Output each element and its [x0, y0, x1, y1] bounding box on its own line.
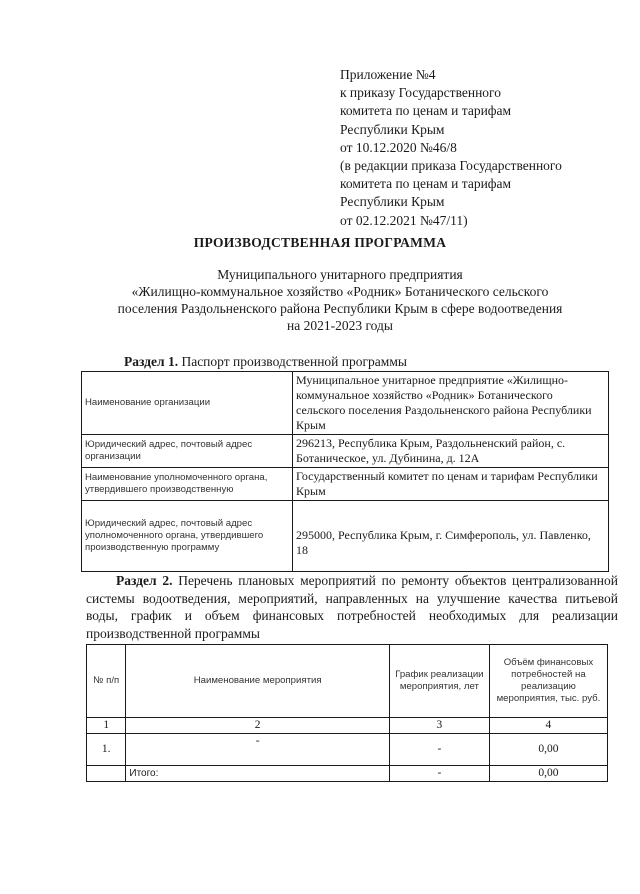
- appendix-line: от 02.12.2021 №47/11): [340, 212, 468, 228]
- appendix-line: к приказу Государственного: [340, 85, 502, 101]
- total-label: Итого:: [126, 766, 390, 782]
- appendix-line: (в редакции приказа Государственного: [340, 158, 562, 174]
- section2-line: производственной программы: [86, 625, 260, 641]
- section2-paragraph: [86, 572, 618, 642]
- column-number: 1: [87, 718, 126, 734]
- passport-value: Государственный комитет по ценам и тарифам Республики Крым: [293, 468, 609, 501]
- subtitle-line: Муниципального унитарного предприятия: [217, 267, 463, 282]
- table-row: [82, 501, 609, 572]
- row-amount: 0,00: [489, 734, 607, 766]
- column-number: 3: [389, 718, 489, 734]
- passport-table: [81, 371, 609, 572]
- section2-line: системы водоотведения, мероприятий, направленных на улучшение качества питьевой: [86, 590, 618, 606]
- subtitle-line: на 2021-2023 годы: [287, 318, 393, 333]
- appendix-line: Республики Крым: [340, 121, 445, 137]
- section1-label: Раздел 1.: [124, 354, 179, 369]
- passport-value: 295000, Республика Крым, г. Симферополь, ул. Павленко, 18: [293, 501, 609, 572]
- column-number: 2: [126, 718, 390, 734]
- table-row: [87, 718, 608, 734]
- appendix-block: [340, 66, 630, 230]
- section2-line-text: Перечень плановых мероприятий по ремонту объектов централизованной: [172, 573, 619, 588]
- total-amount: 0,00: [489, 766, 607, 782]
- column-number: 4: [489, 718, 607, 734]
- row-event-name: -: [126, 734, 390, 766]
- table-row: [82, 468, 609, 501]
- document-title: ПРОИЗВОДСТВЕННАЯ ПРОГРАММА: [193, 235, 447, 250]
- appendix-line: Приложение №4: [340, 67, 436, 82]
- header-schedule: График реализации мероприятия, лет: [389, 645, 489, 718]
- total-schedule: -: [389, 766, 489, 782]
- table-row: [87, 734, 608, 766]
- section1-heading: [124, 354, 407, 370]
- passport-value: 296213, Республика Крым, Раздольненский район, с. Ботаническое, ул. Дубинина, д. 12А: [293, 435, 609, 468]
- events-table: [86, 644, 608, 782]
- section1-text: Паспорт производственной программы: [178, 354, 407, 369]
- section2-line: воды, график и объем финансовых потребностей необходимых для реализации: [86, 608, 618, 623]
- row-number: 1.: [87, 734, 126, 766]
- appendix-line: от 10.12.2020 №46/8: [340, 139, 457, 155]
- table-header-row: [87, 645, 608, 718]
- passport-label: Юридический адрес, почтовый адрес уполномоченного органа, утвердившего производственную программу: [82, 501, 293, 572]
- table-row: [82, 435, 609, 468]
- passport-label: Юридический адрес, почтовый адрес организации: [82, 435, 293, 468]
- subtitle-line: поселения Раздольненского района Республики Крым в сфере водоотведения: [117, 301, 563, 316]
- header-event-name: Наименование мероприятия: [126, 645, 390, 718]
- header-number: № п/п: [87, 645, 126, 718]
- passport-label: Наименование уполномоченного органа, утвердившего производственную: [82, 468, 293, 501]
- row-schedule: -: [389, 734, 489, 766]
- section2-label: Раздел 2.: [116, 573, 173, 588]
- appendix-line: Республики Крым: [340, 194, 445, 210]
- document-subtitle: [60, 266, 620, 334]
- passport-label: Наименование организации: [82, 372, 293, 435]
- total-empty-cell: [87, 766, 126, 782]
- appendix-line: комитета по ценам и тарифам: [340, 176, 512, 192]
- appendix-line: комитета по ценам и тарифам: [340, 103, 512, 119]
- passport-value: Муниципальное унитарное предприятие «Жилищно-коммунальное хозяйство «Родник» Ботанического сельского поселения Раздольненского района Республики Крым: [293, 372, 609, 435]
- table-row: [82, 372, 609, 435]
- subtitle-line: «Жилищно-коммунальное хозяйство «Родник» Ботанического сельского: [131, 284, 549, 299]
- table-total-row: [87, 766, 608, 782]
- header-financing: Объём финансовых потребностей на реализацию мероприятия, тыс. руб.: [489, 645, 607, 718]
- section2-line: [86, 572, 618, 590]
